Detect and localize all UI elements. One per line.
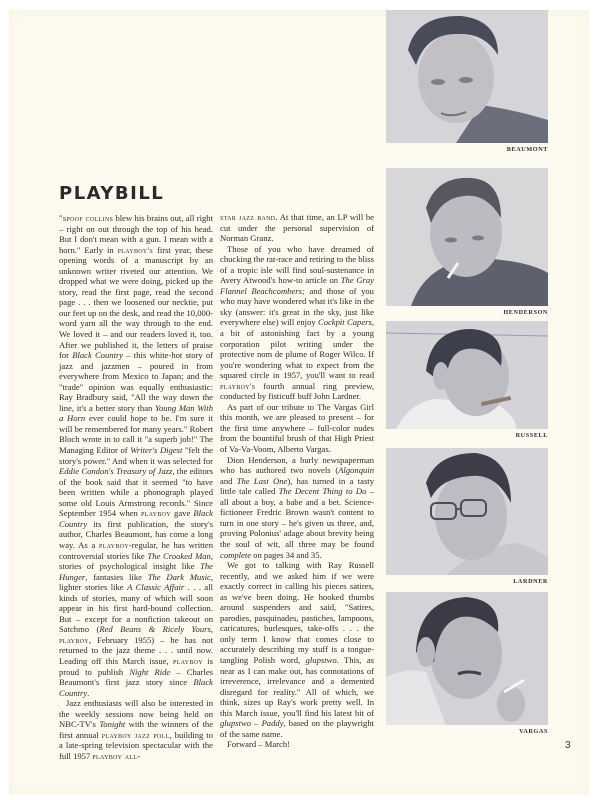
photo-lardner (386, 448, 548, 586)
photo-beaumont (386, 10, 548, 154)
portrait-image (386, 168, 548, 306)
paragraph: Dion Henderson, a burly newspaperman who has authored two novels (Algonquin and The Last One), has turned in a tasty little tale called The Decent Thing to Do – all about a boy, a babe and a bet. Science-fictioneer Fredric Brown wasn't content to turn in one story – he's given us three, and, proving Polonius' adage about brevity being the soul of wit, all three may be found complete on pages 34 and 35. (220, 454, 374, 560)
paragraph: As part of our tribute to The Vargas Girl this month, we are pleased to present – for the first time anywhere – full-color nudes from the bountiful brush of that High Priest of Va-Va-Voom, Alberto Vargas. (220, 401, 374, 455)
paragraph: Those of you who have dreamed of chucking the rat-race and retiring to the bliss of a tropic isle will find soul-sustenance in Avery Atwood's how-to article on The Gray Flannel Beachcombers; and those of you who may have wondered what it's like in the sky (answer: it's great in the sky, just like everywhere else) will enjoy Cockpit Capers, a bit of astonishing fact by a young corporation pilot writing under the protective nom de plume of Roger Wilco. If you're wondering what to expect from the squared circle in 1957, you'll want to read playboy's fourth annual ring preview, conducted by fisticuff buff John Lardner. (220, 243, 374, 402)
text-column-2 (220, 212, 374, 750)
photo-caption: VARGAS (519, 728, 548, 735)
text-column-1 (59, 213, 213, 761)
page-number: 3 (565, 740, 571, 751)
photo-caption: BEAUMONT (506, 146, 548, 153)
photo-russell (386, 321, 548, 440)
sign-off: Forward – March! (227, 739, 291, 750)
paragraph: "spoof collins blew his brains out, all right – right on out through the top of his head. But I don't mean with a gun. I mean with a horn." Early in playboy's first year, these opening words of a manuscript by an unknown writer riveted our attention. We dropped what we were doing, picked up the story, read the first page, read the second page . . . then we loosened our necktie, put our feet up on the desk, and read the 10,000-word yarn all the way through to the end. We loved it – and our readers loved it, too. After we published it, the letters of praise for Black Country – this white-hot story of jazz and jazzmen – poured in from everywhere from Mexico to Japan; and the "trade" opinion was equally enthusiastic: Ray Bradbury said, "All the way down the line, it's a better story than Young Man With a Horn ever could hope to be. I'm sure it will be remembered for many years." Robert Bloch wrote in to call it "a superb job!" The Managing Editor of Writer's Digest "felt the story's power." And when it was selected for Eddie Condon's Treasury of Jazz, the editors of the book said that it seemed "to have been written while a phonograph played some old Louis Armstrong records." Since September 1954 when playboy gave Black Country its first publication, the story's author, Charles Beaumont, has come a long way. As a playboy-regular, he has written controversial stories like The Crooked Man, stories of psychological insight like The Hunger, fantasies like The Dark Music, lighter stories like A Classic Affair . . . all kinds of stories, many of which will soon appear in his first hard-bound collection. But – except for a nonfiction takeout on Satchmo (Red Beans & Ricely Yours, playboy, February 1955) – he has not returned to the jazz theme . . . until now. Leading off this March issue, playboy is proud to publish Night Ride – Charles Beaumont's first jazz story since Black Country. (59, 213, 213, 698)
portrait-image (386, 592, 548, 725)
photo-vargas (386, 592, 548, 736)
portrait-image (386, 321, 548, 429)
photo-caption: RUSSELL (515, 432, 548, 439)
paragraph: star jazz band. At that time, an LP will be cut under the personal supervision of Norman Granz. (220, 212, 374, 244)
page-title: PLAYBILL (59, 183, 165, 204)
photo-caption: HENDERSON (503, 309, 548, 316)
photo-henderson (386, 168, 548, 317)
portrait-image (386, 10, 548, 143)
portrait-image (386, 448, 548, 575)
photo-caption: LARDNER (513, 578, 548, 585)
paragraph: Jazz enthusiasts will also be interested in the weekly sessions now being held on NBC-TV's Tonight with the winners of the first annual playboy jazz poll, building to a late-spring television spectacular with the full 1957 playboy all- (59, 698, 214, 761)
paragraph: We got to talking with Ray Russell recently, and we asked him if we were exactly correct in calling his pieces satires, as we've been doing. He hooked thumbs around suspenders and said, "Satires, parodies, pasquinades, pastiches, lampoons, caricatures, burlesques, take-offs . . . the only term I know that comes close to accurately describing my stuff is a tongue-tangling Polish word, glupstwo. This, as near as I can make out, has connotations of irreverence, irrelevance and a demented disregard for reality." All of which, we think, sizes up Ray's work pretty well. In this March issue, you'll find his latest bit of glupstwo – Paddy, based on the playwright of the same name. (220, 560, 374, 739)
